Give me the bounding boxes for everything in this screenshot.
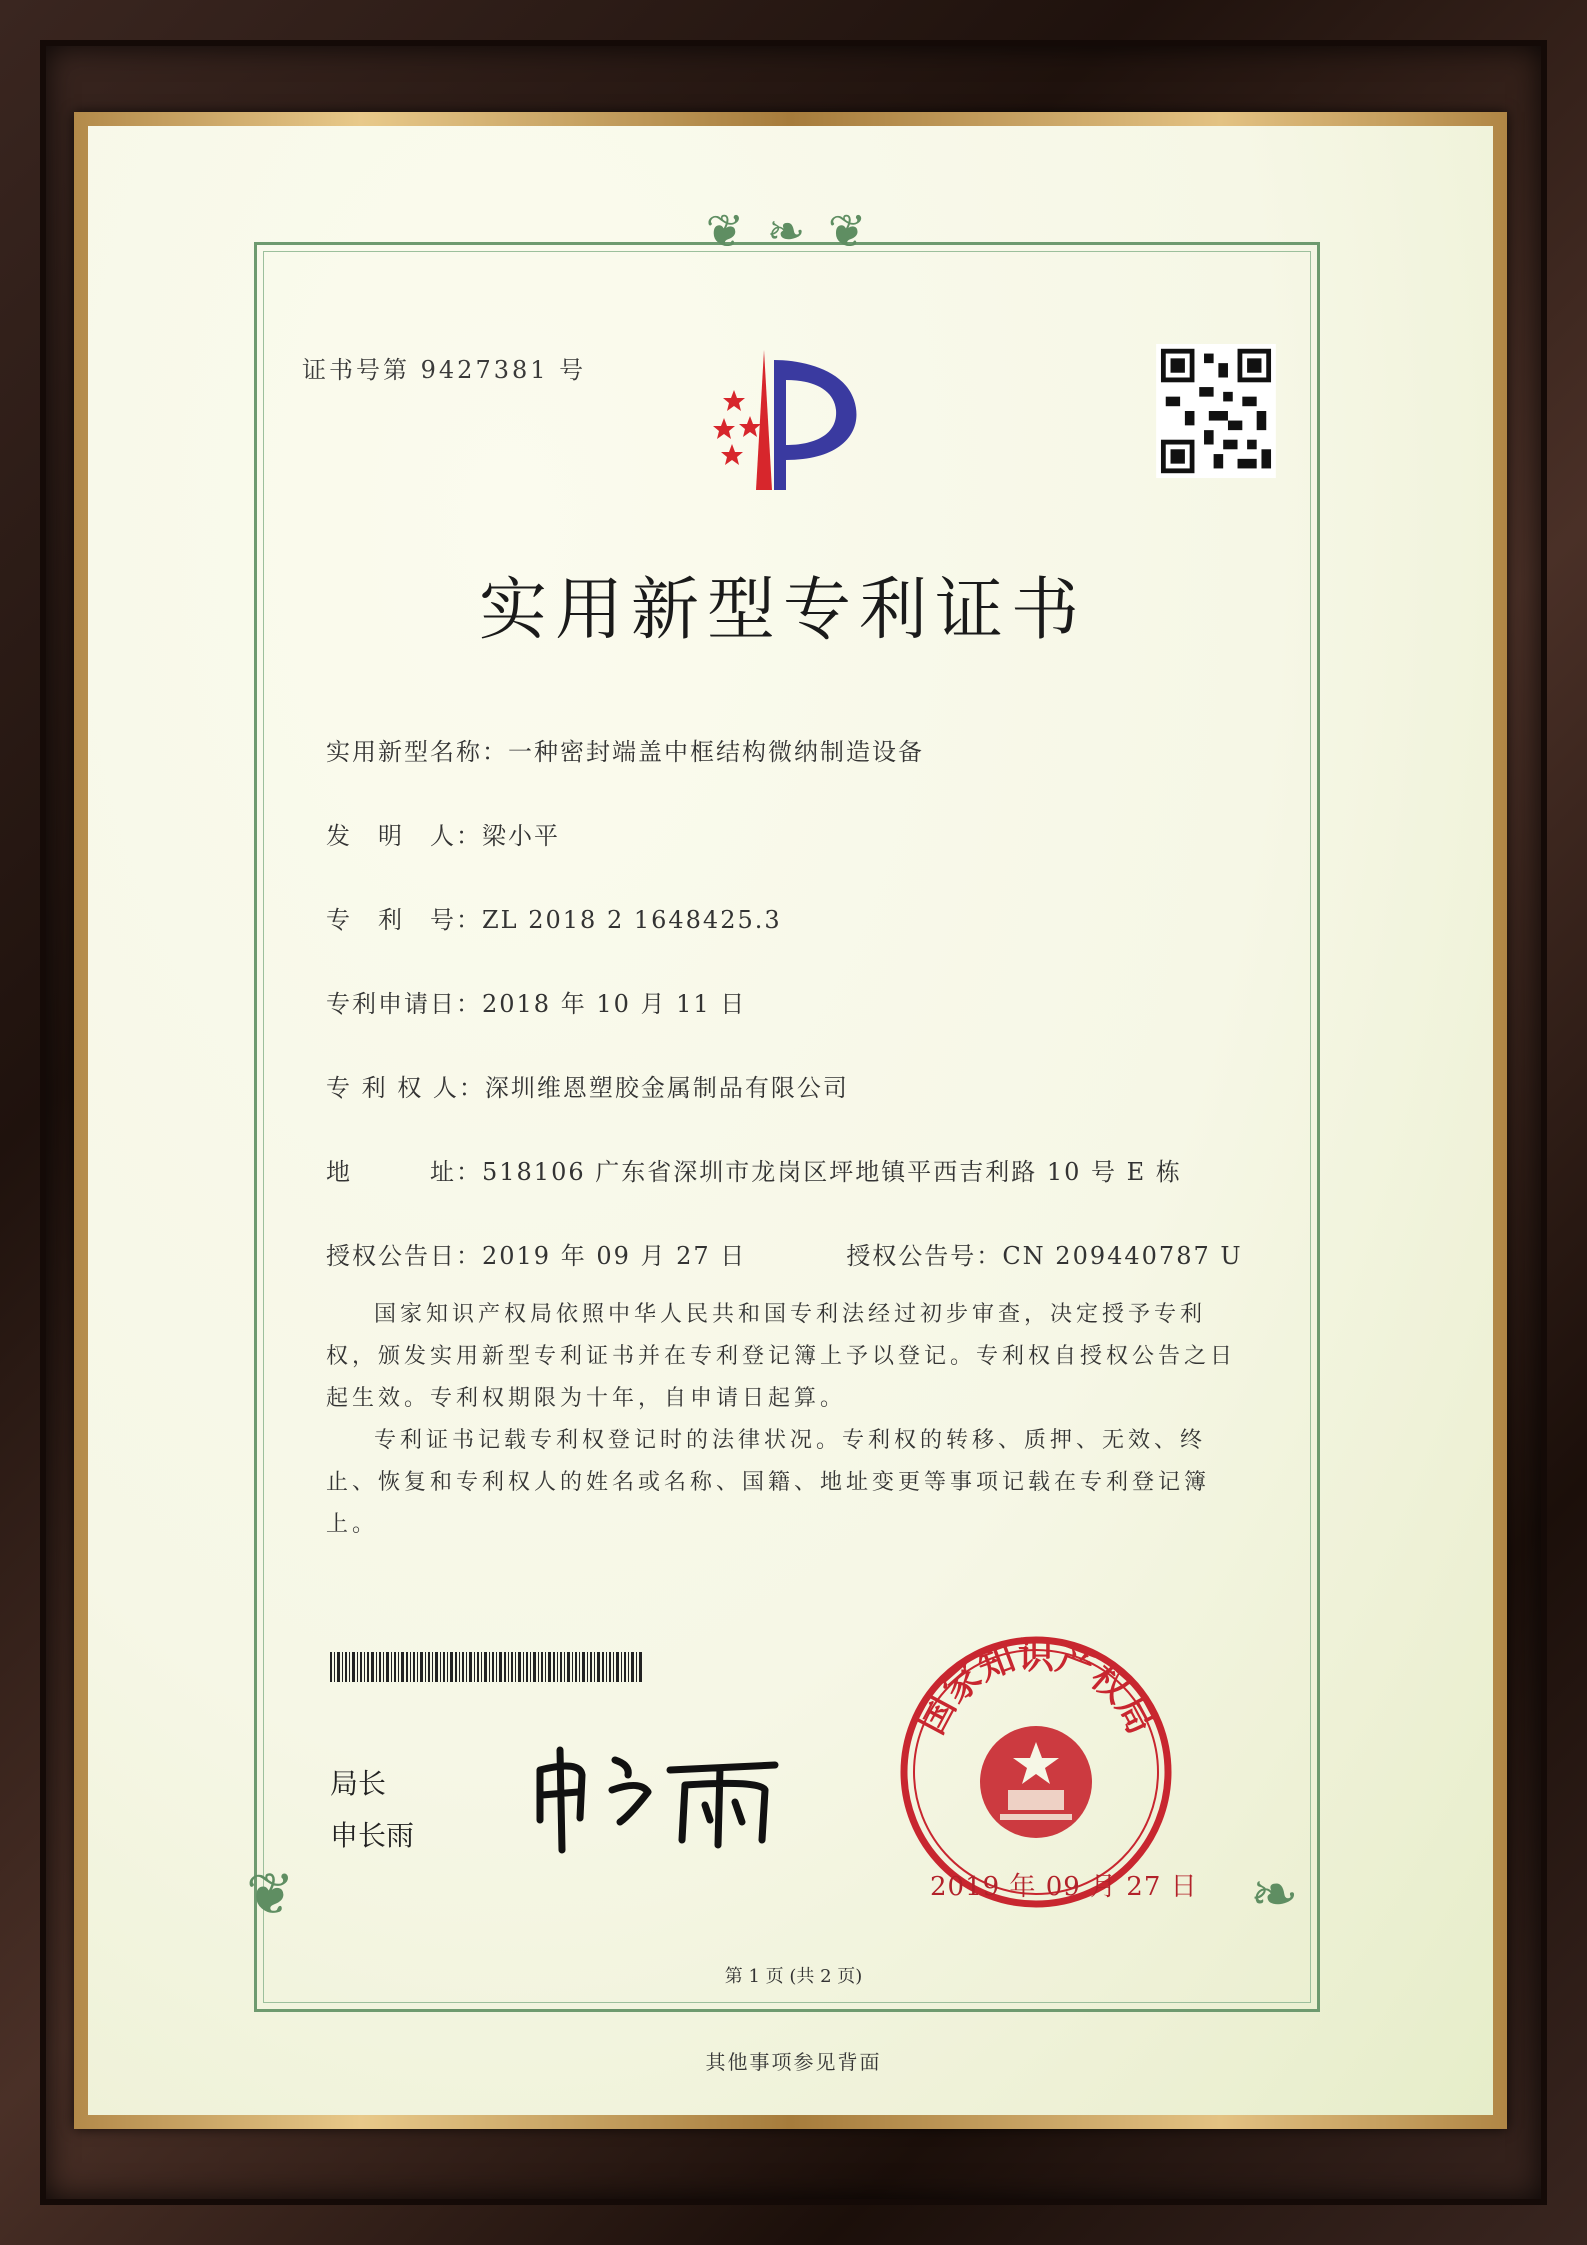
seal-text: 国家知识产权局 (911, 1635, 1161, 1741)
field-value: ZL 2018 2 1648425.3 (482, 906, 782, 934)
svg-text:国家知识产权局 (911, 1636, 1161, 1741)
barcode-icon (330, 1652, 642, 1682)
field-label: 实用新型名称： (326, 738, 508, 766)
director-name: 申长雨 (330, 1819, 415, 1852)
qr-code-icon (1156, 344, 1276, 478)
seal-date: 2019 年 09 月 27 日 (930, 1872, 1198, 1902)
field-application-date (326, 984, 746, 1019)
bottom-right-ornament-icon: ❧ (1250, 1860, 1299, 1928)
field-value: 2018 年 10 月 11 日 (482, 990, 747, 1018)
field-value: 一种密封端盖中框结构微纳制造设备 (508, 738, 924, 766)
grant-date-label: 授权公告日： (326, 1242, 482, 1270)
field-label: 地 址： (326, 1158, 482, 1186)
field-value: 深圳维恩塑胶金属制品有限公司 (484, 1074, 849, 1102)
bottom-left-ornament-icon: ❦ (246, 1860, 295, 1928)
certificate-number-label: 证书号第 (302, 356, 410, 384)
director-title: 局长 (330, 1767, 387, 1800)
field-patent-number (326, 900, 782, 935)
top-ornament-icon: ❦ ❧ ❦ (705, 204, 871, 258)
certificate-number-value: 9427381 (420, 356, 549, 384)
field-label: 发 明 人： (326, 822, 482, 850)
certificate-paragraph-2: 专利证书记载专利权登记时的法律状况。专利权的转移、质押、无效、终止、恢复和专利权人的姓名或名称、国籍、地址变更等事项记载在专利登记簿上。 (326, 1428, 1211, 1537)
field-inventor (326, 816, 560, 851)
field-value: 518106 广东省深圳市龙岗区坪地镇平西吉利路 10 号 E 栋 (482, 1158, 1182, 1186)
certificate-paragraph-1: 国家知识产权局依照中华人民共和国专利法经过初步审查，决定授予专利权，颁发实用新型专利证书并在专利登记簿上予以登记。专利权自授权公告之日起生效。专利权期限为十年，自申请日起算。 (326, 1302, 1237, 1411)
patent-office-logo-icon (694, 340, 884, 510)
field-utility-model-name (326, 732, 924, 767)
field-patentee (326, 1068, 849, 1103)
field-label: 专 利 权 人： (326, 1074, 485, 1102)
certificate-title: 实用新型专利证书 (478, 571, 1087, 650)
certificate-number-suffix: 号 (559, 356, 587, 384)
certificate-number (302, 350, 586, 385)
director-signature-icon (520, 1730, 800, 1860)
field-grant (326, 1236, 1243, 1271)
footnote: 其他事项参见背面 (705, 2050, 882, 2074)
page-number: 第 1 页 (共 2 页) (724, 1966, 863, 1987)
field-value: 梁小平 (482, 822, 560, 850)
grant-date-value: 2019 年 09 月 27 日 (482, 1242, 747, 1270)
field-label: 专 利 号： (326, 906, 482, 934)
field-label: 专利申请日： (326, 990, 482, 1018)
field-address (326, 1152, 1182, 1187)
grant-number-label: 授权公告号： (846, 1242, 1003, 1270)
grant-number-value: CN 209440787 U (1002, 1242, 1243, 1270)
